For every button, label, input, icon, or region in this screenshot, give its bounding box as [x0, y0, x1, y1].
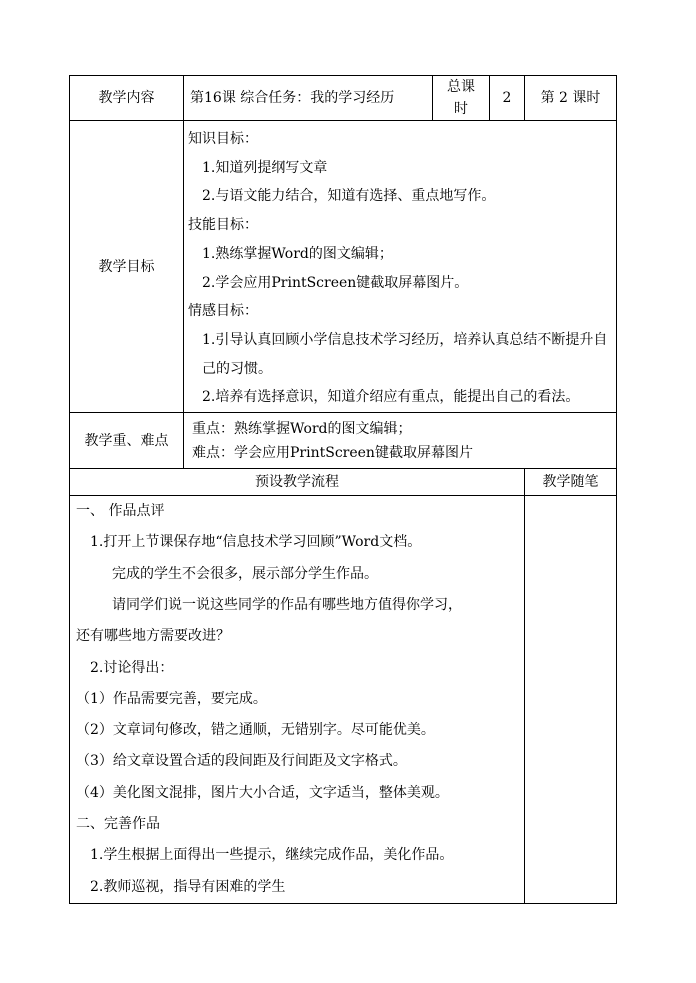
- label-teaching-content: 教学内容: [70, 76, 184, 121]
- lesson-plan-table-frame: [69, 75, 616, 904]
- lesson-title: 第16课 综合任务：我的学习经历: [184, 76, 433, 121]
- flow-line: 1.打开上节课保存地“信息技术学习回顾”Word文档。: [90, 534, 422, 551]
- keypoints-row: [70, 413, 617, 469]
- flow-line: （2）文章词句修改，错之通顺，无错别字。尽可能优美。: [76, 722, 435, 739]
- objective-line: 2.学会应用PrintScreen键截取屏幕图片。: [202, 274, 469, 291]
- header-row: [70, 76, 617, 121]
- flow-line: 完成的学生不会很多，展示部分学生作品。: [112, 565, 378, 582]
- flow-section-heading: 一、 作品点评: [76, 503, 165, 520]
- keypoints-content: [184, 413, 617, 469]
- flow-line: 2.讨论得出：: [90, 659, 174, 676]
- flow-line: （3）给文章设置合适的段间距及行间距及文字格式。: [76, 753, 407, 770]
- objective-heading-skill: 技能目标：: [188, 217, 258, 234]
- flow-header-row: [70, 469, 617, 496]
- objective-line: 1.知道列提纲写文章: [202, 159, 328, 176]
- flow-row: [70, 496, 617, 904]
- label-teaching-objectives: 教学目标: [70, 121, 184, 413]
- label-teaching-notes: 教学随笔: [525, 469, 617, 496]
- teaching-notes-cell: [525, 496, 617, 904]
- objectives-content: [184, 121, 617, 413]
- key-point: 重点：熟练掌握Word的图文编辑；: [192, 420, 412, 437]
- difficult-point: 难点：学会应用PrintScreen键截取屏幕图片: [192, 444, 473, 461]
- objectives-row: [70, 121, 617, 413]
- objective-heading-knowledge: 知识目标：: [188, 131, 258, 147]
- objective-line: 2.培养有选择意识，知道介绍应有重点，能提出自己的看法。: [202, 389, 580, 406]
- flow-section-heading: 二、完善作品: [76, 816, 160, 832]
- flow-line: 2.教师巡视，指导有困难的学生: [90, 878, 286, 895]
- lesson-plan-table: [69, 75, 617, 904]
- objective-line: 2.与语文能力结合，知道有选择、重点地写作。: [202, 188, 496, 205]
- objective-heading-emotion: 情感目标：: [188, 303, 258, 320]
- flow-line: （4）美化图文混排，图片大小合适，文字适当，整体美观。: [76, 784, 449, 801]
- objective-line: 1.引导认真回顾小学信息技术学习经历，培养认真总结不断提升自己的习惯。: [202, 331, 608, 377]
- label-total-hours: 总课时: [433, 76, 490, 121]
- flow-content: [70, 496, 525, 904]
- current-hour: 第 2 课时: [525, 76, 617, 121]
- label-teaching-flow: 预设教学流程: [70, 469, 525, 496]
- flow-line: 1.学生根据上面得出一些提示，继续完成作品，美化作品。: [90, 847, 454, 864]
- flow-line: 请同学们说一说这些同学的作品有哪些地方值得你学习，: [112, 596, 462, 613]
- flow-line: 还有哪些地方需要改进？: [76, 628, 230, 645]
- label-key-difficult-points: 教学重、难点: [70, 413, 184, 469]
- objective-line: 1.熟练掌握Word的图文编辑；: [202, 245, 393, 262]
- total-hours-value: 2: [490, 76, 525, 121]
- flow-line: （1）作品需要完善，要完成。: [76, 690, 267, 707]
